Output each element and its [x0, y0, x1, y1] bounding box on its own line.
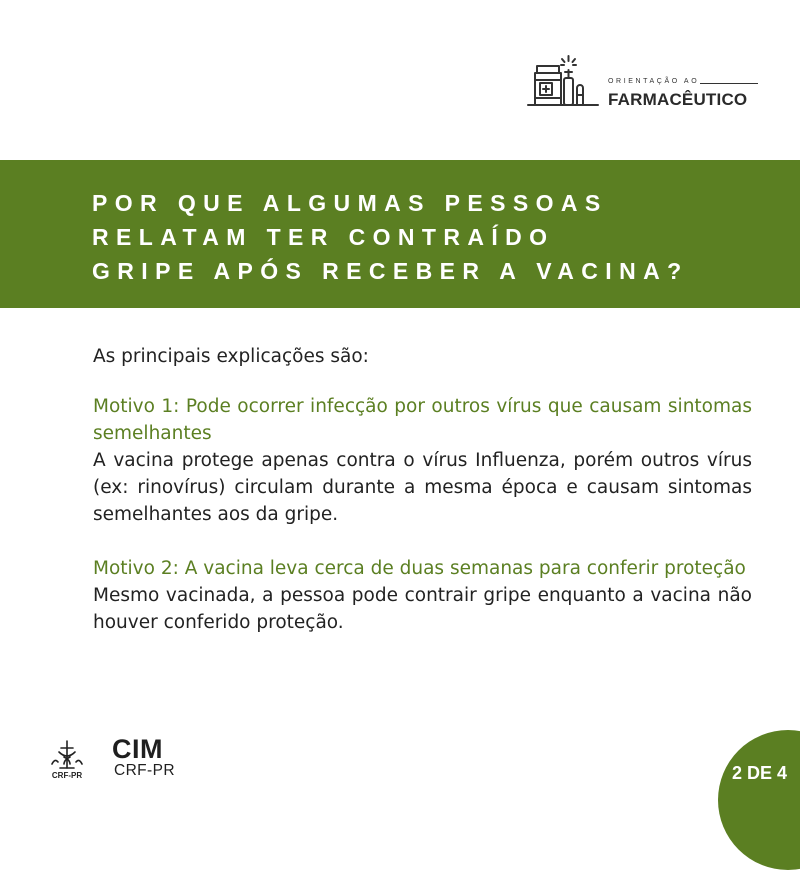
- pharmacy-icon: [526, 48, 602, 112]
- title-line: POR QUE ALGUMAS PESSOAS: [92, 190, 608, 216]
- cim-subtitle: CRF-PR: [114, 762, 175, 779]
- page-indicator: 2 DE 4: [732, 763, 788, 783]
- brand-name: FARMACÊUTICO: [608, 90, 748, 109]
- intro-text: As principais explicações são:: [93, 346, 369, 367]
- page-title: [92, 186, 689, 288]
- brand-tagline: ORIENTAÇÃO AO: [608, 78, 700, 85]
- cim-logo: [112, 736, 175, 780]
- reason-body: A vacina protege apenas contra o vírus Influenza, porém outros vírus (ex: rinovírus) circulam durante a mesma época e causam sintomas semelhantes aos da gripe.: [93, 450, 752, 525]
- title-banner: [0, 160, 800, 308]
- main-content: [93, 343, 752, 663]
- title-line: GRIPE APÓS RECEBER A VACINA?: [92, 258, 689, 284]
- crf-logo: [44, 738, 90, 784]
- title-line: RELATAM TER CONTRAÍDO: [92, 224, 555, 250]
- reason-title: Motivo 1: Pode ocorrer infecção por outros vírus que causam sintomas semelhantes: [93, 396, 752, 444]
- caduceus-cup-icon: [44, 738, 90, 772]
- page-badge: [718, 730, 800, 870]
- reason-body: Mesmo vacinada, a pessoa pode contrair gripe enquanto a vacina não houver conferido proteção.: [93, 585, 752, 633]
- cim-title: CIM: [112, 734, 163, 764]
- crf-label: CRF-PR: [51, 771, 83, 780]
- reason-title: Motivo 2: A vacina leva cerca de duas semanas para conferir proteção: [93, 558, 746, 579]
- brand-divider: [700, 83, 758, 84]
- reason-item: [93, 555, 752, 636]
- reason-item: [93, 393, 752, 528]
- brand-logo: [526, 48, 766, 112]
